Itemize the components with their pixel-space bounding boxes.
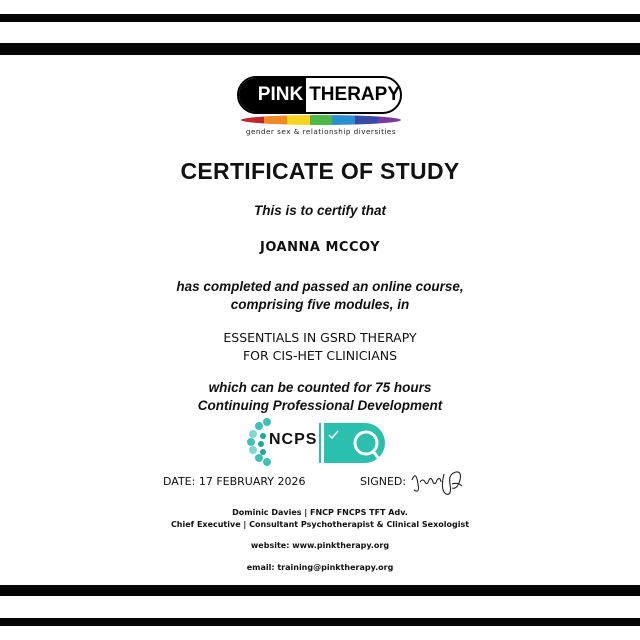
course-name: [0, 329, 640, 365]
completed-line-2: comprising five modules, in: [230, 297, 410, 312]
certificate-date: DATE: 17 FEBRUARY 2026: [163, 475, 306, 488]
signatory-line-2: Chief Executive | Consultant Psychotherapist & Clinical Sexologist: [170, 520, 470, 529]
ncps-logo: [245, 416, 318, 468]
certificate-title: CERTIFICATE OF STUDY: [180, 158, 460, 184]
signature: [408, 466, 468, 498]
certify-text: This is to certify that: [253, 203, 387, 218]
signatory-line-1: Dominic Davies | FNCP FNCPS TFT Adv.: [232, 508, 408, 517]
recipient-name: JOANNA MCCOY: [260, 240, 380, 255]
course-line-2: FOR CIS-HET CLINICIANS: [242, 348, 398, 363]
border-stripe: [0, 43, 640, 55]
logo-tagline: gender sex & relationship diversities: [245, 127, 397, 136]
ncps-label: NCPS: [269, 431, 318, 448]
accreditation-badge: [319, 423, 385, 463]
border-stripe: [0, 585, 640, 596]
course-line-1: ESSENTIALS IN GSRD THERAPY: [223, 330, 417, 345]
logo-therapy: THERAPY: [309, 84, 400, 105]
rainbow-bar: [241, 115, 401, 125]
pink-therapy-logo: [237, 76, 405, 140]
border-stripe: [0, 618, 640, 626]
cpd-line-2: Continuing Professional Development: [197, 398, 443, 413]
rainbow-segment: [355, 115, 378, 125]
rainbow-segment: [332, 115, 355, 125]
rainbow-segment: [287, 115, 310, 125]
email-link[interactable]: email: training@pinktherapy.org: [246, 563, 394, 572]
rainbow-segment: [264, 115, 287, 125]
cpd-line-1: which can be counted for 75 hours: [208, 380, 432, 395]
signed-label: SIGNED:: [360, 475, 407, 488]
completed-line-1: has completed and passed an online course,: [176, 279, 464, 294]
rainbow-segment: [241, 115, 264, 125]
rainbow-segment: [310, 115, 333, 125]
website-link[interactable]: website: www.pinktherapy.org: [250, 541, 390, 550]
logo-pink: PINK: [239, 78, 306, 112]
border-stripe: [0, 14, 640, 22]
rainbow-segment: [378, 115, 401, 125]
